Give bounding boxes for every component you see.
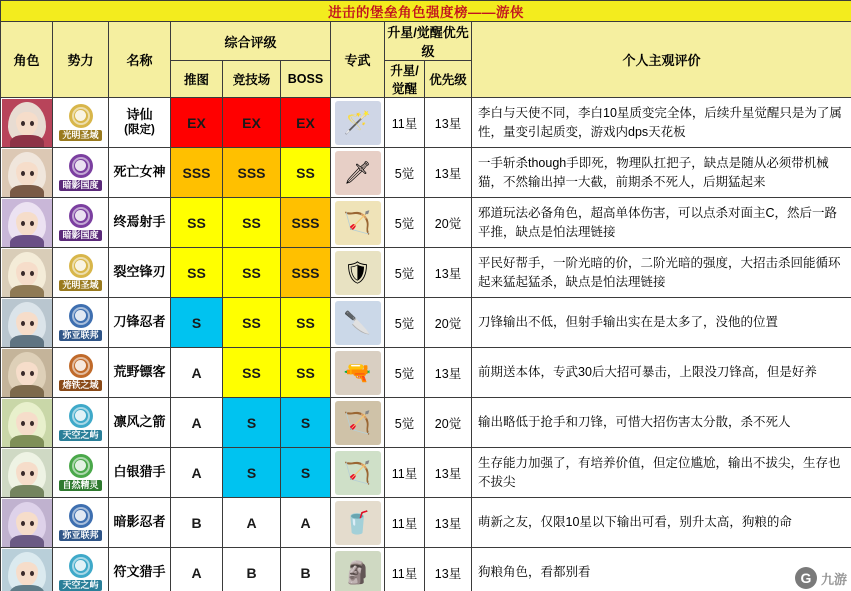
rating-tu: A — [171, 548, 223, 591]
avatar — [2, 449, 52, 497]
weapon-cell — [331, 398, 385, 448]
star-level: 5觉 — [385, 198, 425, 248]
rating-tu: A — [171, 398, 223, 448]
faction-label: 光明圣域 — [59, 280, 101, 292]
weapon-cell — [331, 498, 385, 548]
faction-cell — [53, 498, 109, 548]
col-header-eval: 个人主观评价 — [472, 22, 851, 98]
rating-arena: A — [223, 498, 281, 548]
subjective-evaluation: 萌新之友，仅限10星以下输出可看，别升太高，狗粮的命 — [472, 498, 851, 548]
rating-boss: S — [281, 398, 331, 448]
subjective-evaluation: 输出略低于抢手和刀锋，可惜大招伤害太分散，杀不死人 — [472, 398, 851, 448]
weapon-icon: 🗡 — [335, 151, 381, 195]
weapon-icon: 🗿 — [335, 551, 381, 591]
subjective-evaluation: 邪道玩法必备角色，超高单体伤害，可以点杀对面主C，然后一路平推，缺点是怕法理链接 — [472, 198, 851, 248]
col-header-boss: BOSS — [281, 61, 331, 98]
avatar — [2, 349, 52, 397]
rating-tu: B — [171, 498, 223, 548]
rating-boss: EX — [281, 98, 331, 148]
rating-tu: S — [171, 298, 223, 348]
faction-cell — [53, 248, 109, 298]
rating-boss: S — [281, 448, 331, 498]
star-level: 11星 — [385, 98, 425, 148]
rating-arena: SSS — [223, 148, 281, 198]
role-portrait-cell — [1, 548, 53, 591]
awaken-priority: 13星 — [425, 448, 472, 498]
awaken-priority: 20觉 — [425, 298, 472, 348]
faction-emblem-icon — [69, 454, 93, 478]
header-row-1 — [1, 22, 851, 61]
star-level: 11星 — [385, 498, 425, 548]
rating-boss: A — [281, 498, 331, 548]
col-header-role: 角色 — [1, 22, 53, 98]
table-row — [1, 348, 851, 398]
rating-boss: SS — [281, 298, 331, 348]
rating-arena: SS — [223, 298, 281, 348]
weapon-icon: 🥤 — [335, 501, 381, 545]
role-portrait-cell — [1, 148, 53, 198]
faction-emblem-icon — [69, 204, 93, 228]
avatar — [2, 399, 52, 447]
rating-arena: SS — [223, 198, 281, 248]
star-level: 5觉 — [385, 248, 425, 298]
table-row — [1, 98, 851, 148]
col-header-tu: 推图 — [171, 61, 223, 98]
awaken-priority: 13星 — [425, 248, 472, 298]
faction-cell — [53, 548, 109, 591]
col-header-faction: 势力 — [53, 22, 109, 98]
rating-arena: S — [223, 448, 281, 498]
faction-label: 弥亚联邦 — [59, 330, 101, 342]
weapon-cell — [331, 298, 385, 348]
weapon-icon: 🏹 — [335, 451, 381, 495]
weapon-cell — [331, 198, 385, 248]
col-header-weapon: 专武 — [331, 22, 385, 98]
rating-arena: B — [223, 548, 281, 591]
role-portrait-cell — [1, 348, 53, 398]
faction-cell — [53, 198, 109, 248]
avatar — [2, 199, 52, 247]
weapon-cell — [331, 448, 385, 498]
weapon-icon: 🏹 — [335, 401, 381, 445]
ranking-table-body — [1, 98, 851, 591]
character-name: 裂空锋刃 — [109, 248, 171, 298]
faction-emblem-icon — [69, 304, 93, 328]
weapon-icon: 🔪 — [335, 301, 381, 345]
avatar — [2, 249, 52, 297]
faction-emblem-icon — [69, 504, 93, 528]
table-row — [1, 248, 851, 298]
faction-cell — [53, 348, 109, 398]
faction-label: 自然精灵 — [59, 480, 101, 492]
rating-tu: A — [171, 448, 223, 498]
character-name: 刀锋忍者 — [109, 298, 171, 348]
character-name: 荒野镖客 — [109, 348, 171, 398]
rating-arena: S — [223, 398, 281, 448]
role-portrait-cell — [1, 448, 53, 498]
rating-arena: SS — [223, 348, 281, 398]
subjective-evaluation: 平民好帮手，一阶光暗的价，二阶光暗的强度，大招击杀回能循环起来猛起猛杀，缺点是怕法理链接 — [472, 248, 851, 298]
rating-boss: SSS — [281, 198, 331, 248]
character-name-note: (限定) — [124, 124, 155, 137]
rating-arena: SS — [223, 248, 281, 298]
subjective-evaluation: 前期送本体，专武30后大招可暴击，上限没刀锋高，但是好养 — [472, 348, 851, 398]
rating-boss: SS — [281, 348, 331, 398]
col-header-arena: 竞技场 — [223, 61, 281, 98]
role-portrait-cell — [1, 398, 53, 448]
character-name: 终焉射手 — [109, 198, 171, 248]
col-header-star: 升星/觉醒优先级 — [385, 22, 472, 61]
subjective-evaluation: 一手斩杀though手即死，物理队扛把子，缺点是随从必须带机械猫，不然输出掉一大截，前期杀不死人，后期猛起来 — [472, 148, 851, 198]
watermark-text: 九游 — [820, 571, 847, 587]
faction-emblem-icon — [69, 354, 93, 378]
col-header-star-level: 升星/觉醒 — [385, 61, 425, 98]
weapon-icon: 🔫 — [335, 351, 381, 395]
col-header-rating-group: 综合评级 — [171, 22, 331, 61]
awaken-priority: 13星 — [425, 98, 472, 148]
star-level: 5觉 — [385, 398, 425, 448]
rating-tu: A — [171, 348, 223, 398]
faction-cell — [53, 298, 109, 348]
faction-cell — [53, 448, 109, 498]
star-level: 5觉 — [385, 348, 425, 398]
role-portrait-cell — [1, 498, 53, 548]
avatar — [2, 499, 52, 547]
role-portrait-cell — [1, 298, 53, 348]
watermark-logo-icon: G — [795, 567, 817, 589]
faction-cell — [53, 148, 109, 198]
star-level: 11星 — [385, 548, 425, 591]
character-name: 凛风之箭 — [109, 398, 171, 448]
rating-boss: B — [281, 548, 331, 591]
weapon-icon: 🪄 — [335, 101, 381, 145]
role-portrait-cell — [1, 98, 53, 148]
table-row — [1, 548, 851, 591]
awaken-priority: 13星 — [425, 348, 472, 398]
awaken-priority: 20觉 — [425, 398, 472, 448]
faction-label: 暗影国度 — [59, 230, 101, 242]
weapon-cell — [331, 148, 385, 198]
rating-tu: SS — [171, 248, 223, 298]
star-level: 11星 — [385, 448, 425, 498]
faction-emblem-icon — [69, 254, 93, 278]
awaken-priority: 20觉 — [425, 198, 472, 248]
role-portrait-cell — [1, 198, 53, 248]
subjective-evaluation: 李白与天使不同，李白10星质变完全体，后续升星觉醒只是为了属性，量变引起质变，游戏内dps天花板 — [472, 98, 851, 148]
rating-arena: EX — [223, 98, 281, 148]
subjective-evaluation: 刀锋输出不低，但射手输出实在是太多了，没他的位置 — [472, 298, 851, 348]
col-header-name: 名称 — [109, 22, 171, 98]
faction-label: 光明圣域 — [59, 130, 101, 142]
table-row — [1, 448, 851, 498]
faction-label: 弥亚联邦 — [59, 530, 101, 542]
faction-emblem-icon — [69, 404, 93, 428]
faction-label: 天空之屿 — [59, 580, 101, 591]
avatar — [2, 549, 52, 591]
weapon-cell — [331, 248, 385, 298]
rating-tu: EX — [171, 98, 223, 148]
awaken-priority: 13星 — [425, 498, 472, 548]
awaken-priority: 13星 — [425, 548, 472, 591]
weapon-cell — [331, 348, 385, 398]
weapon-icon: 🏹 — [335, 201, 381, 245]
subjective-evaluation: 狗粮角色，看都别看 — [472, 548, 851, 591]
weapon-icon: 🛡 — [335, 251, 381, 295]
weapon-cell — [331, 548, 385, 591]
character-name: 诗仙 (限定) — [109, 98, 171, 148]
faction-label: 天空之屿 — [59, 430, 101, 442]
table-title-row — [1, 1, 851, 22]
table-row — [1, 198, 851, 248]
avatar — [2, 99, 52, 147]
role-portrait-cell — [1, 248, 53, 298]
avatar — [2, 149, 52, 197]
awaken-priority: 13星 — [425, 148, 472, 198]
table-row — [1, 148, 851, 198]
table-row — [1, 298, 851, 348]
faction-cell — [53, 398, 109, 448]
character-name: 暗影忍者 — [109, 498, 171, 548]
subjective-evaluation: 生存能力加强了，有培养价值，但定位尴尬，输出不拔尖，生存也不拔尖 — [472, 448, 851, 498]
rating-boss: SS — [281, 148, 331, 198]
rating-boss: SSS — [281, 248, 331, 298]
page-title: 进击的堡垒角色强度榜——游侠 — [1, 1, 851, 22]
rating-tu: SSS — [171, 148, 223, 198]
star-level: 5觉 — [385, 148, 425, 198]
table-row — [1, 398, 851, 448]
faction-emblem-icon — [69, 104, 93, 128]
faction-emblem-icon — [69, 554, 93, 578]
faction-label: 暗影国度 — [59, 180, 101, 192]
watermark — [795, 567, 847, 589]
col-header-priority: 优先级 — [425, 61, 472, 98]
avatar — [2, 299, 52, 347]
weapon-cell — [331, 98, 385, 148]
faction-cell — [53, 98, 109, 148]
faction-emblem-icon — [69, 154, 93, 178]
rating-tu: SS — [171, 198, 223, 248]
star-level: 5觉 — [385, 298, 425, 348]
character-name: 符文猎手 — [109, 548, 171, 591]
table-row — [1, 498, 851, 548]
character-name: 白银猎手 — [109, 448, 171, 498]
faction-label: 熔铁之域 — [59, 380, 101, 392]
character-name: 死亡女神 — [109, 148, 171, 198]
